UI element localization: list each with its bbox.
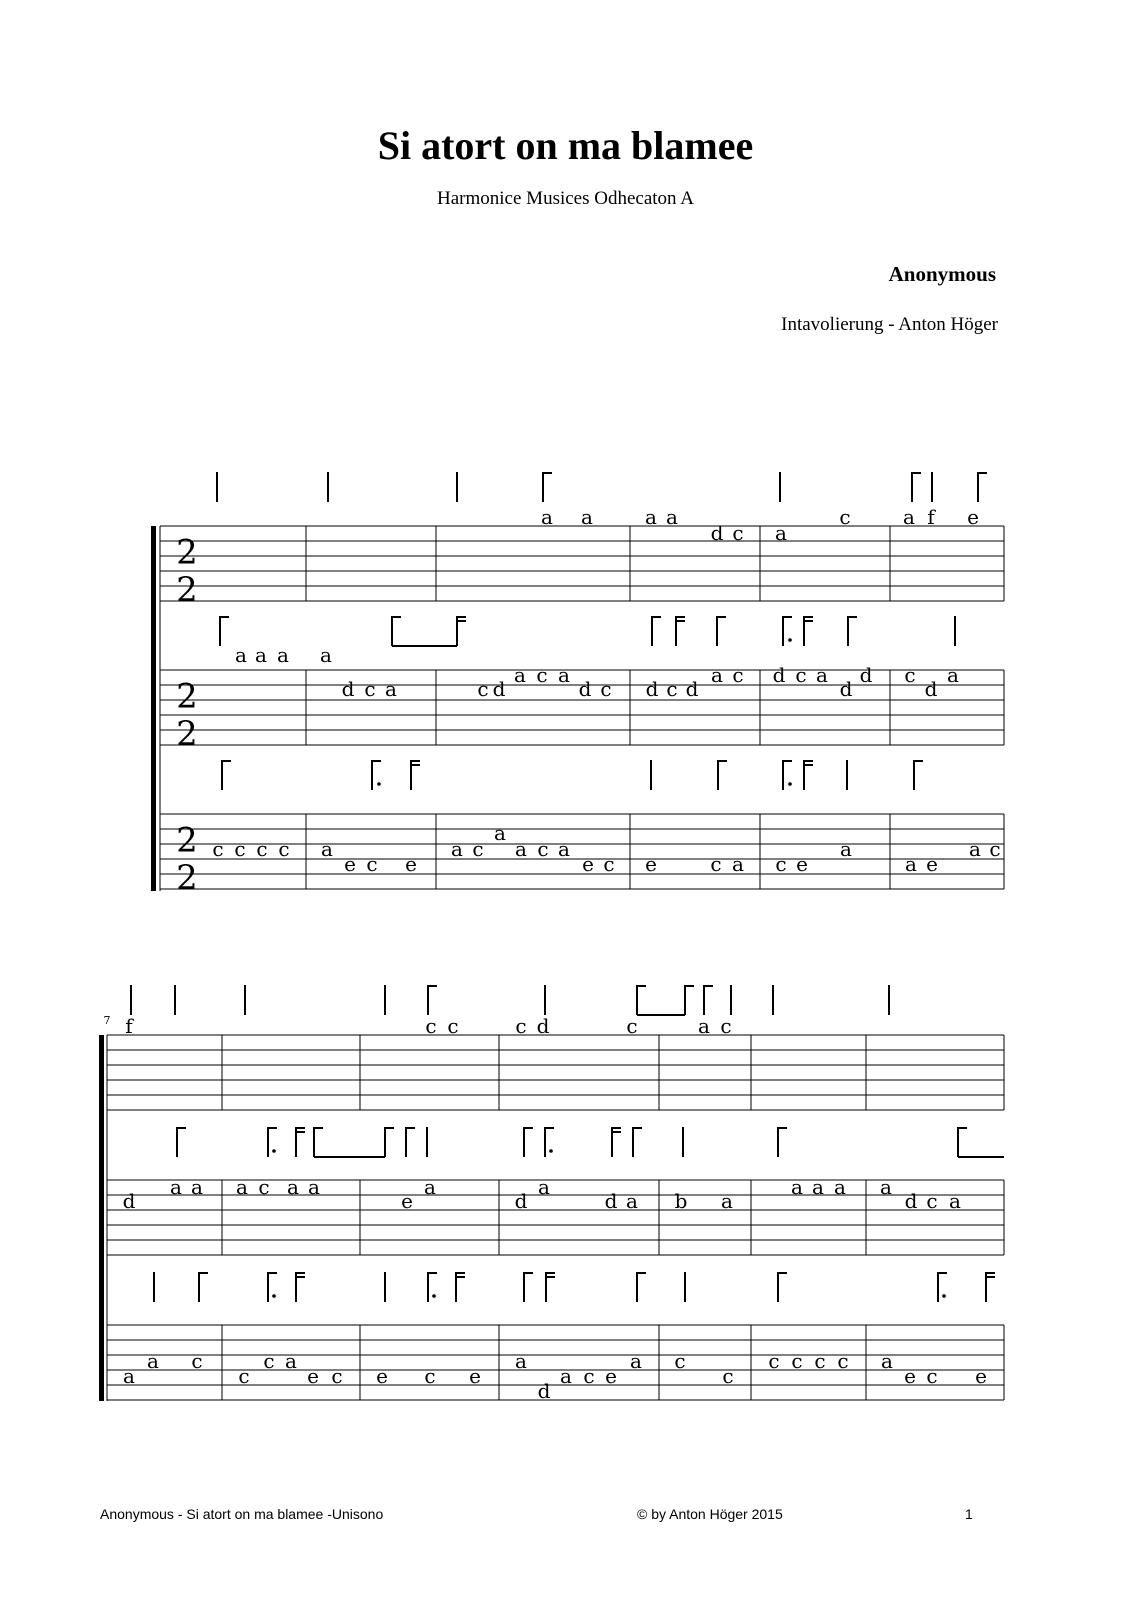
tab-letter: c [424, 1364, 436, 1388]
tab-letter: e [401, 1189, 413, 1213]
tab-letter: d [536, 1014, 550, 1038]
tab-letter: c [256, 837, 268, 861]
tab-letter: c [989, 837, 1001, 861]
tab-letter: a [881, 1349, 893, 1373]
tab-letter: a [732, 852, 744, 876]
tab-letter: a [840, 837, 852, 861]
tab-letter: d [685, 677, 699, 701]
tab-letter: a [515, 1349, 527, 1373]
tab-letter: c [720, 1014, 732, 1038]
tab-letter: a [812, 1175, 824, 1199]
tab-letter: c [814, 1349, 826, 1373]
tab-letter: f [927, 505, 935, 529]
tab-letter: e [605, 1364, 617, 1388]
tab-letter: c [626, 1014, 638, 1038]
tab-letter: c [447, 1014, 459, 1038]
system2-brace-bar [99, 1035, 104, 1401]
tab-letter: a [666, 505, 678, 529]
tab-letter: e [582, 852, 594, 876]
tab-letter: a [123, 1364, 135, 1388]
tab-letter: a [191, 1175, 203, 1199]
tab-letter: a [903, 505, 915, 529]
tab-letter: c [775, 852, 787, 876]
tab-letter: e [904, 1364, 916, 1388]
tab-letter: a [905, 852, 917, 876]
tab-letter: e [307, 1364, 319, 1388]
rhythm-dot [942, 1294, 946, 1298]
tab-letter: c [234, 837, 246, 861]
tab-letter: d [645, 677, 659, 701]
tab-letter: c [791, 1349, 803, 1373]
tab-letter: f [125, 1014, 133, 1038]
tab-letter: a [626, 1189, 638, 1213]
tab-letter: e [796, 852, 808, 876]
time-signature-top: 2 [176, 676, 198, 717]
tab-letter: d [492, 677, 506, 701]
time-signature-bottom: 2 [176, 858, 198, 898]
tab-letter: d [537, 1379, 551, 1403]
rhythm-dot [272, 1294, 276, 1298]
tab-letter: a [541, 505, 553, 529]
tab-letter: a [558, 663, 570, 687]
time-signature-top: 2 [176, 532, 198, 573]
tab-letter: d [839, 677, 853, 701]
tab-letter: a [235, 643, 247, 667]
tab-letter: a [277, 643, 289, 667]
tab-letter: c [191, 1349, 203, 1373]
tab-letter: c [732, 663, 744, 687]
tab-letter: c [904, 663, 916, 687]
tab-letter: a [698, 1014, 710, 1038]
tab-letter: c [278, 837, 290, 861]
tab-letter: c [472, 837, 484, 861]
tab-letter: a [711, 663, 723, 687]
tab-letter: e [376, 1364, 388, 1388]
tab-letter: e [405, 852, 417, 876]
tab-letter: a [451, 837, 463, 861]
tab-letter: a [321, 837, 333, 861]
tab-letter: a [880, 1175, 892, 1199]
tab-letter: c [722, 1364, 734, 1388]
tab-letter: a [538, 1175, 550, 1199]
tab-letter: c [795, 663, 807, 687]
tab-letter: d [122, 1189, 136, 1213]
time-signature-bottom: 2 [176, 714, 198, 754]
tab-letter: a [147, 1349, 159, 1373]
tab-letter: a [385, 677, 397, 701]
tab-letter: a [424, 1175, 436, 1199]
tab-letter: a [236, 1175, 248, 1199]
tab-letter: a [308, 1175, 320, 1199]
tab-letter: a [969, 837, 981, 861]
tab-letter: c [536, 663, 548, 687]
tab-letter: b [674, 1189, 688, 1213]
page-number: 1 [965, 1506, 973, 1522]
tab-letter: c [674, 1349, 686, 1373]
tab-letter: e [975, 1364, 987, 1388]
tab-letter: a [170, 1175, 182, 1199]
tab-letter: a [558, 837, 570, 861]
tab-letter: e [344, 852, 356, 876]
tab-letter: c [515, 1014, 527, 1038]
time-signature-bottom: 2 [176, 570, 198, 610]
tab-letter: e [926, 852, 938, 876]
tab-letter: a [514, 663, 526, 687]
tab-letter: c [710, 852, 722, 876]
rhythm-dot [272, 1149, 276, 1153]
tab-letter: c [331, 1364, 343, 1388]
tab-letter: a [320, 643, 332, 667]
tab-letter: d [904, 1189, 918, 1213]
tab-letter: a [949, 1189, 961, 1213]
tab-letter: c [839, 505, 851, 529]
tab-letter: c [366, 852, 378, 876]
footer-left: Anonymous - Si atort on ma blamee -Unisono [100, 1506, 384, 1522]
tab-letter: a [834, 1175, 846, 1199]
tab-letter: a [816, 663, 828, 687]
tab-letter: a [645, 505, 657, 529]
tab-letter: c [477, 677, 489, 701]
tab-letter: d [924, 677, 938, 701]
arranger-credit: Intavolierung - Anton Höger [781, 314, 998, 335]
tab-letter: a [581, 505, 593, 529]
tab-letter: c [768, 1349, 780, 1373]
tab-letter: a [560, 1364, 572, 1388]
tab-letter: c [926, 1364, 938, 1388]
time-signature-top: 2 [176, 820, 198, 861]
tab-letter: c [603, 852, 615, 876]
tab-letter: e [645, 852, 657, 876]
tab-letter: c [258, 1175, 270, 1199]
rhythm-dot [377, 782, 381, 786]
tab-letter: a [255, 643, 267, 667]
tab-letter: a [515, 837, 527, 861]
tab-letter: d [514, 1189, 528, 1213]
tab-letter: c [837, 1349, 849, 1373]
tab-letter: d [710, 521, 724, 545]
measure-number: 7 [103, 1014, 111, 1027]
tab-letter: c [926, 1189, 938, 1213]
tab-letter: c [212, 837, 224, 861]
tab-letter: a [791, 1175, 803, 1199]
rhythm-dot [788, 638, 792, 642]
footer-copyright: © by Anton Höger 2015 [637, 1506, 783, 1522]
tab-letter: a [494, 821, 506, 845]
tab-letter: e [967, 505, 979, 529]
tab-letter: a [947, 663, 959, 687]
composer-name: Anonymous [888, 262, 996, 286]
tab-letter: e [469, 1364, 481, 1388]
tab-letter: a [287, 1175, 299, 1199]
tab-letter: c [666, 677, 678, 701]
tab-letter: c [263, 1349, 275, 1373]
tab-letter: a [775, 521, 787, 545]
tab-letter: a [285, 1349, 297, 1373]
tab-letter: c [583, 1364, 595, 1388]
piece-title: Si atort on ma blamee [377, 123, 754, 168]
tab-letter: c [600, 677, 612, 701]
tab-letter: d [772, 663, 786, 687]
source-subtitle: Harmonice Musices Odhecaton A [437, 188, 694, 209]
tab-letter: d [604, 1189, 618, 1213]
tab-letter: c [732, 521, 744, 545]
tab-letter: c [238, 1364, 250, 1388]
rhythm-dot [432, 1294, 436, 1298]
tab-letter: a [721, 1189, 733, 1213]
tab-letter: d [578, 677, 592, 701]
tab-letter: c [364, 677, 376, 701]
tab-letter: c [425, 1014, 437, 1038]
tab-letter: a [630, 1349, 642, 1373]
rhythm-dot [788, 782, 792, 786]
tab-letter: d [341, 677, 355, 701]
tab-letter: c [537, 837, 549, 861]
system1-brace-bar [151, 526, 156, 891]
tab-letter: d [859, 663, 873, 687]
rhythm-dot [549, 1149, 553, 1153]
